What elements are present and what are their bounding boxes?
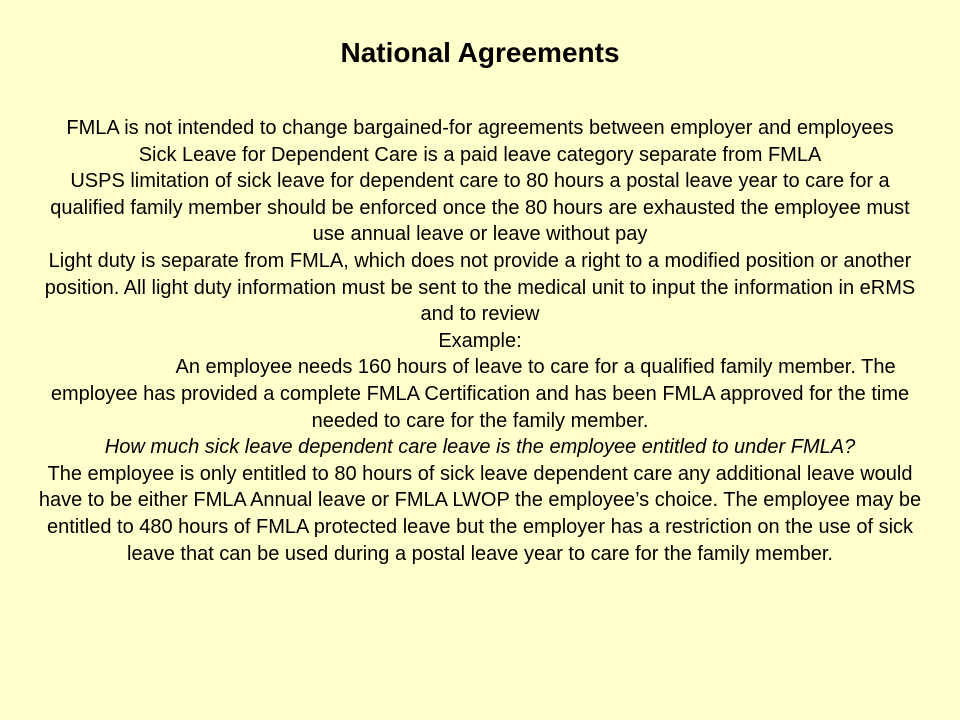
paragraph-example-heading: Example: <box>438 329 522 352</box>
paragraph-light-duty: Light duty is separate from FMLA, which does not provide a right to a modified position or another position. All light duty information must be sent to the medical unit to input the information in eRMS and to review <box>44 249 916 326</box>
paragraph-example-scenario: An employee needs 160 hours of leave to care for a qualified family member. The employee has provided a complete FMLA Certification and has been FMLA approved for the time needed to care for the family member. <box>50 356 910 432</box>
paragraph-fmla-intent: FMLA is not intended to change bargained-for agreements between employer and employees <box>66 117 894 139</box>
paragraph-question: How much sick leave dependent care leave is the employee entitled to under FMLA? <box>104 436 856 459</box>
slide-body <box>36 115 924 567</box>
paragraph-sick-leave-dependent-care: Sick Leave for Dependent Care is a paid leave category separate from FMLA <box>138 143 822 166</box>
slide-title: National Agreements <box>340 37 620 68</box>
paragraph-usps-limitation: USPS limitation of sick leave for dependent care to 80 hours a postal leave year to care for a qualified family member should be enforced once the 80 hours are exhausted the employee must use annual leave or leave without pay <box>50 170 910 246</box>
paragraph-answer: The employee is only entitled to 80 hours of sick leave dependent care any additional leave would have to be either FMLA Annual leave or FMLA LWOP the employee’s choice. The employee may be entitled to 480 hours of FMLA protected leave but the employer has a restriction on the use of sick leave that can be used during a postal leave year to care for the family member. <box>38 462 922 565</box>
